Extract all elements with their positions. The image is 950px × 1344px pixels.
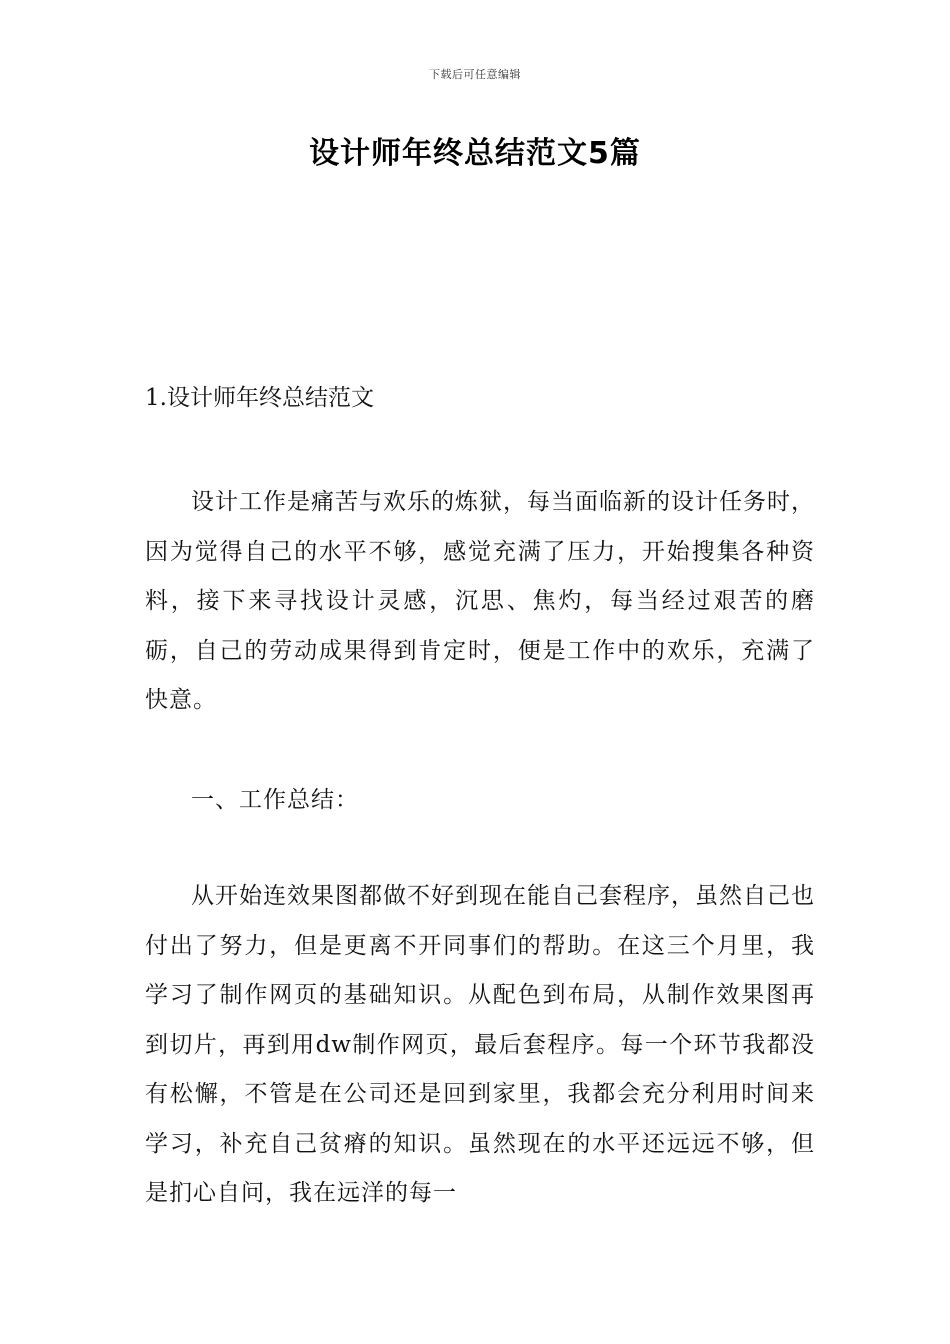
body-paragraph: 设计工作是痛苦与欢乐的炼狱，每当面临新的设计任务时，因为觉得自己的水平不够，感觉充满了压力，开始搜集各种资料，接下来寻找设计灵感，沉思、焦灼，每当经过艰苦的磨砺，自己的劳动成果得到肯定时，便是工作中的欢乐，充满了快意。 — [145, 489, 815, 713]
header-note: 下载后可任意编辑 — [429, 68, 521, 81]
document-title: 设计师年终总结范文5篇 — [309, 136, 641, 171]
subsection-heading: 一、工作总结： — [191, 787, 359, 813]
body-paragraph: 从开始连效果图都做不好到现在能自己套程序，虽然自己也付出了努力，但是更离不开同事们的帮助。在这三个月里，我学习了制作网页的基础知识。从配色到布局，从制作效果图再到切片，再到用dw制作网页，最后套程序。每一个环节我都没有松懈，不管是在公司还是回到家里，我都会充分利用时间来学习，补充自己贫瘠的知识。虽然现在的水平还远远不够，但是扪心自问，我在远洋的每一 — [145, 883, 815, 1206]
section-heading: 1.设计师年终总结范文 — [145, 385, 374, 411]
